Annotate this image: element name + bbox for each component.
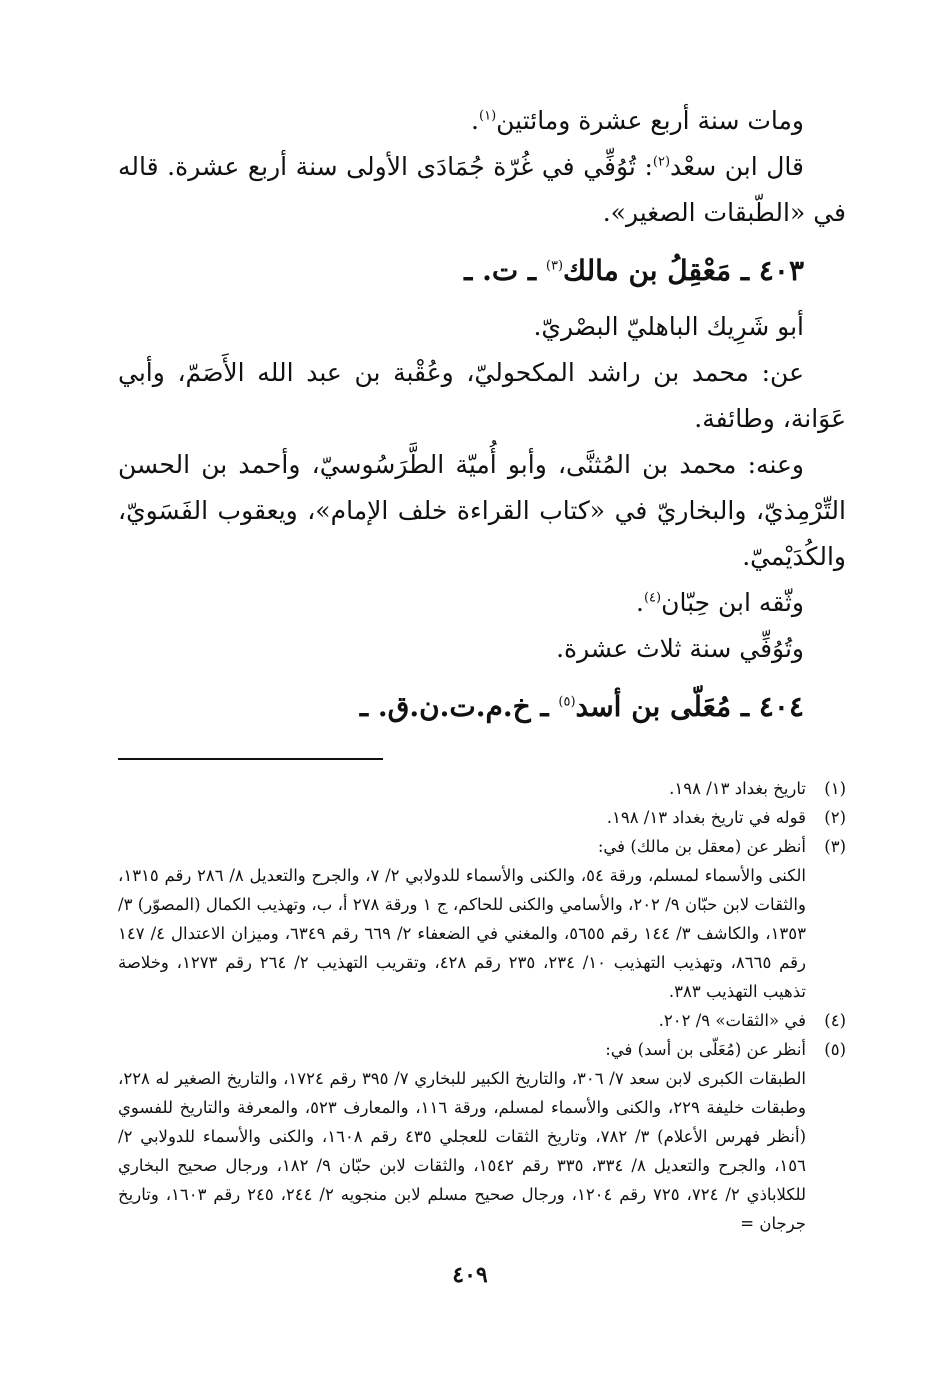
footnote-detail: الكنى والأسماء لمسلم، ورقة ٥٤، والكنى والأسماء للدولابي ٢/ ٧، والجرح والتعديل ٨/ ٢٨٦ رقم ١٣١٥، والثقات لابن حبّان ٩/ ٢٠٢، والأسامي والكنى للحاكم، ج ١ ورقة ٢٧٨ أ، ب، وتهذيب الكمال (المصوّر) ٣/ ١٣٥٣، والكاشف ٣/ ١٤٤ رقم ٥٦٥٥، والمغني في الضعفاء ٢/ ٦٦٩ رقم ٦٣٤٩، وميزان الاعتدال ٤/ ١٤٧ رقم ٨٦٦٥، وتهذيب التهذيب ١٠/ ٢٣٤، ٢٣٥ رقم ٤٢٨، وتقريب التهذيب ٢/ ٢٦٤ رقم ١٢٧٣، وخلاصة تذهيب التهذيب ٣٨٣. (118, 866, 807, 1001)
page-number: ٤٠٩ (452, 1262, 488, 1288)
footnote-item (118, 1006, 846, 1035)
footnote-item (118, 803, 846, 832)
footnote-item (118, 1035, 846, 1064)
paragraph-death: وتُوُفِّي سنة ثلاث عشرة. (556, 634, 804, 663)
text: ومات سنة أربع عشرة ومائتين (496, 106, 804, 135)
page-body (118, 98, 846, 1238)
footnote-text: قوله في تاريخ بغداد ١٣/ ١٩٨. (606, 808, 806, 827)
paragraph-narrated-from: عن: محمد بن راشد المكحوليّ، وعُقْبة بن عبد الله الأَصَمّ، وأبي عَوَانة، وطائفة. (118, 358, 846, 433)
footnote-number: (٣) (824, 837, 846, 856)
paragraph-trustworthy (118, 580, 846, 626)
text: . (471, 106, 479, 135)
paragraph-kunya: أبو شَرِيك الباهليّ البصْريّ. (533, 312, 804, 341)
footnote-text: في «الثقات» ٩/ ٢٠٢. (658, 1011, 806, 1030)
footnote-number: (٥) (824, 1040, 846, 1059)
entry-heading-404 (118, 682, 846, 732)
footnote-item (118, 774, 846, 803)
footnote-divider (118, 758, 383, 760)
footnote-item (118, 832, 846, 861)
main-text (118, 98, 846, 732)
entry-title: ٤٠٤ ـ مُعَلّى بن أسد (575, 690, 804, 723)
footnote-text: أنظر عن (مُعَلّى بن أسد) في: (605, 1040, 806, 1059)
footnote-number: (١) (824, 779, 846, 798)
footnote-ref: (٤) (643, 590, 662, 606)
text: قال ابن سعْد (670, 152, 804, 181)
text: : تُوُفِّي في غُرّة جُمَادَى الأولى سنة أربع عشرة. قاله في «الطّبقات الصغير». (118, 152, 846, 227)
text: . (636, 588, 644, 617)
footnote-ref: (٢) (652, 154, 671, 170)
entry-title: ٤٠٣ ـ مَعْقِلُ بن مالك (563, 254, 804, 287)
footnote-number: (٢) (824, 808, 846, 827)
paragraph-death-year (118, 98, 846, 144)
text: وثّقه ابن حِبّان (661, 588, 804, 617)
entry-codes: ـ خ.م.ت.ن.ق. ـ (359, 690, 559, 723)
paragraph-ibn-sad (118, 144, 846, 236)
footnote-detail: الطبقات الكبرى لابن سعد ٧/ ٣٠٦، والتاريخ الكبير للبخاري ٧/ ٣٩٥ رقم ١٧٢٤، والتاريخ الصغير له ٢٢٨، وطبقات خليفة ٢٢٩، والكنى والأسماء لمسلم، ورقة ١١٦، والمعارف ٥٢٣، والمعرفة والتاريخ للفسوي (أنظر فهرس الأعلام) ٣/ ٧٨٢، وتاريخ الثقات للعجلي ٤٣٥ رقم ١٦٠٨، والكنى والأسماء للدولابي ٢/ ١٥٦، والجرح والتعديل ٨/ ٣٣٤، ٣٣٥ رقم ١٥٤٢، والثقات لابن حبّان ٩/ ١٨٢، ورجال صحيح البخاري للكلاباذي ٢/ ٧٢٤، ٧٢٥ رقم ١٢٠٤، ورجال صحيح مسلم لابن منجويه ٢/ ٢٤٤، ٢٤٥ رقم ١٦٠٣، وتاريخ جرجان = (118, 1069, 807, 1233)
paragraph-narrated-by: وعنه: محمد بن المُثنَّى، وأبو أُميّة الطَّرَسُوسيّ، وأحمد بن الحسن التِّرْمِذيّ، والبخاريّ في «كتاب القراءة خلف الإمام»، ويعقوب الفَسَويّ، والكُدَيْميّ. (118, 450, 846, 571)
entry-heading-403 (118, 246, 846, 296)
footnote-number: (٤) (824, 1011, 846, 1030)
footnote-ref: (٣) (545, 258, 564, 274)
footnote-text: تاريخ بغداد ١٣/ ١٩٨. (669, 779, 806, 798)
footnote-ref: (٥) (558, 694, 576, 710)
footnote-ref: (١) (479, 108, 497, 124)
footnote-text: أنظر عن (معقل بن مالك) في: (597, 837, 806, 856)
footnotes (118, 774, 846, 1238)
entry-codes: ـ ت. ـ (464, 254, 546, 287)
